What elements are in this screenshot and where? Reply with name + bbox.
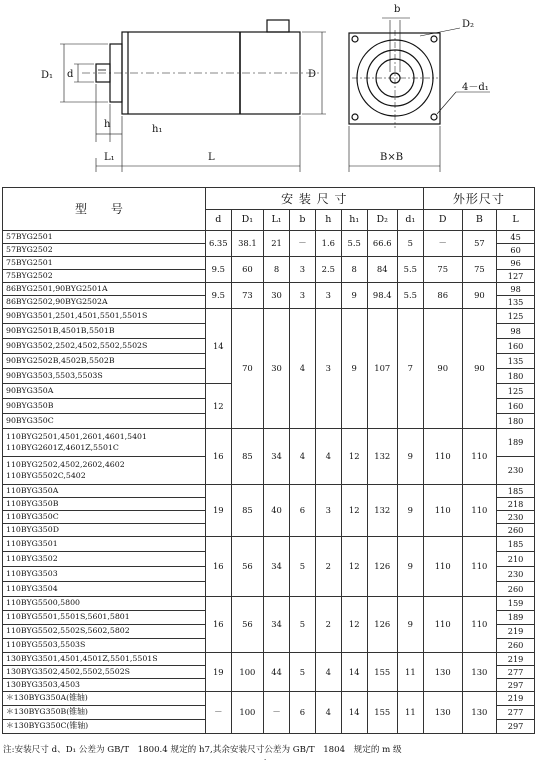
dimension-value: 30 [264, 309, 290, 429]
model-cell: 57BYG2502 [3, 244, 206, 257]
dimension-value: 9 [397, 537, 423, 597]
dimension-value: 2 [315, 537, 341, 597]
dimension-value: 110 [423, 537, 462, 597]
dimension-value: 14 [205, 309, 231, 384]
dimension-value: 5 [397, 231, 423, 257]
length-value: 260 [497, 524, 535, 537]
dimension-value: 16 [205, 537, 231, 597]
header-outline: 外形尺寸 [423, 188, 534, 210]
dimension-value: 56 [231, 537, 263, 597]
table-row [3, 485, 535, 498]
dimension-value: 6 [289, 692, 315, 734]
length-value: 230 [497, 511, 535, 524]
dimension-value: 21 [264, 231, 290, 257]
label-holes: 4－d₁ [462, 82, 489, 93]
model-cell: 110BYG350C [3, 511, 206, 524]
length-value: 160 [497, 399, 535, 414]
length-value: 98 [497, 324, 535, 339]
dimension-value: 14 [341, 692, 367, 734]
dimension-value: 4 [315, 653, 341, 692]
dimension-value: 34 [264, 597, 290, 653]
dimension-value: 110 [423, 429, 462, 485]
dimension-value: 5.5 [397, 257, 423, 283]
length-value: 277 [497, 666, 535, 679]
length-value: 260 [497, 582, 535, 597]
dimension-value: 12 [341, 429, 367, 485]
dimension-value: 90 [423, 309, 462, 429]
length-value: 180 [497, 414, 535, 429]
length-value: 185 [497, 485, 535, 498]
table-row [3, 597, 535, 611]
dimension-value: 19 [205, 485, 231, 537]
model-cell: 110BYG350D [3, 524, 206, 537]
dimension-value: 155 [367, 692, 397, 734]
model-cell: 110BYG5500,5800 [3, 597, 206, 611]
length-value: 135 [497, 296, 535, 309]
dimension-value: 5.5 [341, 231, 367, 257]
length-value: 260 [497, 639, 535, 653]
motor-dimension-drawing [0, 0, 537, 185]
dimension-value: 126 [367, 597, 397, 653]
model-cell: 75BYG2502 [3, 270, 206, 283]
dimension-value: 2 [315, 597, 341, 653]
dimension-value: 110 [462, 597, 497, 653]
dimension-value: 70 [231, 309, 263, 429]
dimension-value: 30 [264, 283, 290, 309]
model-cell: ＊130BYG350B(锥轴) [3, 706, 206, 720]
page-mark: · [264, 756, 267, 764]
model-cell: 90BYG3503,5503,5503S [3, 369, 206, 384]
length-value: 185 [497, 537, 535, 552]
length-value: 219 [497, 692, 535, 706]
label-L: L [208, 152, 215, 163]
model-cell: 110BYG350A [3, 485, 206, 498]
dimension-value: 110 [423, 597, 462, 653]
tolerance-note: 注:安装尺寸 d、D₁ 公差为 GB/T 1800.4 规定的 h7,其余安装尺寸公差为 GB/T 1804 规定的 m 级 [3, 745, 402, 755]
dimension-value: 6 [289, 485, 315, 537]
table-row [3, 653, 535, 666]
label-D1: D₁ [41, 70, 54, 81]
dimension-value: 12 [341, 537, 367, 597]
column-header: h₁ [341, 210, 367, 231]
dimension-value: 9 [397, 485, 423, 537]
length-value: 160 [497, 339, 535, 354]
column-header: L [497, 210, 535, 231]
dimension-value: 1.6 [315, 231, 341, 257]
dimension-value: 12 [341, 485, 367, 537]
dimension-value: 132 [367, 485, 397, 537]
dimension-value: 4 [315, 429, 341, 485]
model-cell: 90BYG2502B,4502B,5502B [3, 354, 206, 369]
dimension-value: － [289, 231, 315, 257]
length-value: 125 [497, 384, 535, 399]
model-cell: 75BYG2501 [3, 257, 206, 270]
model-cell: 110BYG2501,4501,2601,4601,5401 110BYG2601Z,4601Z,5501C [3, 429, 206, 457]
label-BxB: B×B [380, 152, 404, 163]
length-value: 277 [497, 706, 535, 720]
dimension-value: 4 [289, 429, 315, 485]
dimension-value: 11 [397, 653, 423, 692]
dimension-value: 44 [264, 653, 290, 692]
dimension-value: 3 [315, 485, 341, 537]
column-header: d [205, 210, 231, 231]
dimension-value: 9 [341, 309, 367, 429]
dimension-value: 107 [367, 309, 397, 429]
dimension-value: 130 [423, 653, 462, 692]
model-cell: 110BYG3503 [3, 567, 206, 582]
dimension-value: 98.4 [367, 283, 397, 309]
dimension-value: 130 [423, 692, 462, 734]
dimension-value: 34 [264, 537, 290, 597]
length-value: 189 [497, 611, 535, 625]
dimension-value: 126 [367, 537, 397, 597]
model-cell: 110BYG2502,4502,2602,4602 110BYG5502C,5402 [3, 457, 206, 485]
length-value: 297 [497, 720, 535, 734]
dimension-value: 90 [462, 283, 497, 309]
dimension-value: 130 [462, 692, 497, 734]
dimension-value: 12 [341, 597, 367, 653]
label-D2: D₂ [462, 19, 475, 30]
dimension-value: 19 [205, 653, 231, 692]
header-install: 安 装 尺 寸 [205, 188, 423, 210]
dimension-value: 5 [289, 597, 315, 653]
dimension-value: 60 [231, 257, 263, 283]
model-cell: 130BYG3502,4502,5502,5502S [3, 666, 206, 679]
length-value: 297 [497, 679, 535, 692]
length-value: 210 [497, 552, 535, 567]
label-h1: h₁ [152, 124, 163, 135]
model-cell: 90BYG2501B,4501B,5501B [3, 324, 206, 339]
dimension-value: 57 [462, 231, 497, 257]
length-value: 96 [497, 257, 535, 270]
dimension-value: 100 [231, 692, 263, 734]
model-cell: 130BYG3503,4503 [3, 679, 206, 692]
dimension-value: 3 [289, 283, 315, 309]
dimension-value: 66.6 [367, 231, 397, 257]
column-header: b [289, 210, 315, 231]
dimension-value: 40 [264, 485, 290, 537]
table-row [3, 537, 535, 552]
dimension-value: 75 [423, 257, 462, 283]
model-cell: ＊130BYG350C(锥轴) [3, 720, 206, 734]
label-D: D [308, 69, 317, 80]
dimension-value: 7 [397, 309, 423, 429]
model-cell: 90BYG350B [3, 399, 206, 414]
dimension-value: 3 [315, 309, 341, 429]
column-header: B [462, 210, 497, 231]
dimension-value: 75 [462, 257, 497, 283]
dimension-value: 110 [462, 485, 497, 537]
dimension-value: － [264, 692, 290, 734]
dimension-value: 9.5 [205, 257, 231, 283]
column-header: D [423, 210, 462, 231]
dimension-value: 5 [289, 653, 315, 692]
dimension-value: 8 [264, 257, 290, 283]
model-cell: 110BYG3502 [3, 552, 206, 567]
length-value: 219 [497, 625, 535, 639]
dimension-value: 73 [231, 283, 263, 309]
dimension-value: 14 [341, 653, 367, 692]
dimension-value: 3 [289, 257, 315, 283]
dimension-value: 5.5 [397, 283, 423, 309]
column-header: d₁ [397, 210, 423, 231]
table-row [3, 309, 535, 324]
label-h: h [104, 119, 111, 130]
column-header: L₁ [264, 210, 290, 231]
dimension-value: 86 [423, 283, 462, 309]
length-value: 230 [497, 567, 535, 582]
dimension-value: 34 [264, 429, 290, 485]
dimension-value: 100 [231, 653, 263, 692]
model-cell: 110BYG3504 [3, 582, 206, 597]
dimension-value: 132 [367, 429, 397, 485]
length-value: 60 [497, 244, 535, 257]
table-row [3, 231, 535, 244]
model-cell: 130BYG3501,4501,4501Z,5501,5501S [3, 653, 206, 666]
model-cell: 110BYG350B [3, 498, 206, 511]
model-cell: 57BYG2501 [3, 231, 206, 244]
dimension-value: 9.5 [205, 283, 231, 309]
dimension-value: 38.1 [231, 231, 263, 257]
dimension-value: 9 [397, 597, 423, 653]
model-cell: 86BYG2502,90BYG2502A [3, 296, 206, 309]
column-header: h [315, 210, 341, 231]
model-cell: 110BYG5502,5502S,5602,5802 [3, 625, 206, 639]
dimension-value: 2.5 [315, 257, 341, 283]
model-cell: ＊130BYG350A(锥轴) [3, 692, 206, 706]
model-cell: 110BYG5501,5501S,5601,5801 [3, 611, 206, 625]
model-cell: 86BYG2501,90BYG2501A [3, 283, 206, 296]
model-cell: 90BYG350A [3, 384, 206, 399]
dimension-value: 110 [462, 429, 497, 485]
dimension-value: － [205, 692, 231, 734]
column-header: D₁ [231, 210, 263, 231]
dimension-value: 5 [289, 537, 315, 597]
dimension-value: 12 [205, 384, 231, 429]
table-row [3, 257, 535, 270]
dimension-value: 110 [462, 537, 497, 597]
dimension-value: 8 [341, 257, 367, 283]
dimension-value: 85 [231, 485, 263, 537]
model-cell: 110BYG5503,5503S [3, 639, 206, 653]
length-value: 98 [497, 283, 535, 296]
model-cell: 90BYG3502,2502,4502,5502,5502S [3, 339, 206, 354]
label-d: d [67, 69, 74, 80]
dimension-value: 155 [367, 653, 397, 692]
label-L1: L₁ [104, 152, 115, 163]
table-row [3, 283, 535, 296]
dimension-value: 90 [462, 309, 497, 429]
dimension-value: 11 [397, 692, 423, 734]
dimension-value: 16 [205, 429, 231, 485]
length-value: 230 [497, 457, 535, 485]
dimension-value: 85 [231, 429, 263, 485]
length-value: 125 [497, 309, 535, 324]
length-value: 135 [497, 354, 535, 369]
length-value: 189 [497, 429, 535, 457]
model-cell: 90BYG3501,2501,4501,5501,5501S [3, 309, 206, 324]
dimension-value: 3 [315, 283, 341, 309]
label-b: b [394, 4, 401, 15]
length-value: 218 [497, 498, 535, 511]
dimension-value: 130 [462, 653, 497, 692]
length-value: 159 [497, 597, 535, 611]
dimension-value: 84 [367, 257, 397, 283]
dimension-value: － [423, 231, 462, 257]
length-value: 127 [497, 270, 535, 283]
model-cell: 110BYG3501 [3, 537, 206, 552]
header-model: 型 号 [3, 188, 206, 231]
table-row [3, 692, 535, 706]
dimension-value: 6.35 [205, 231, 231, 257]
table-row [3, 429, 535, 457]
model-cell: 90BYG350C [3, 414, 206, 429]
dimension-value: 4 [315, 692, 341, 734]
length-value: 45 [497, 231, 535, 244]
dimension-value: 4 [289, 309, 315, 429]
length-value: 219 [497, 653, 535, 666]
dimension-table [2, 187, 535, 734]
length-value: 180 [497, 369, 535, 384]
dimension-value: 9 [397, 429, 423, 485]
dimension-value: 16 [205, 597, 231, 653]
dimension-value: 110 [423, 485, 462, 537]
dimension-value: 56 [231, 597, 263, 653]
dimension-value: 9 [341, 283, 367, 309]
column-header: D₂ [367, 210, 397, 231]
